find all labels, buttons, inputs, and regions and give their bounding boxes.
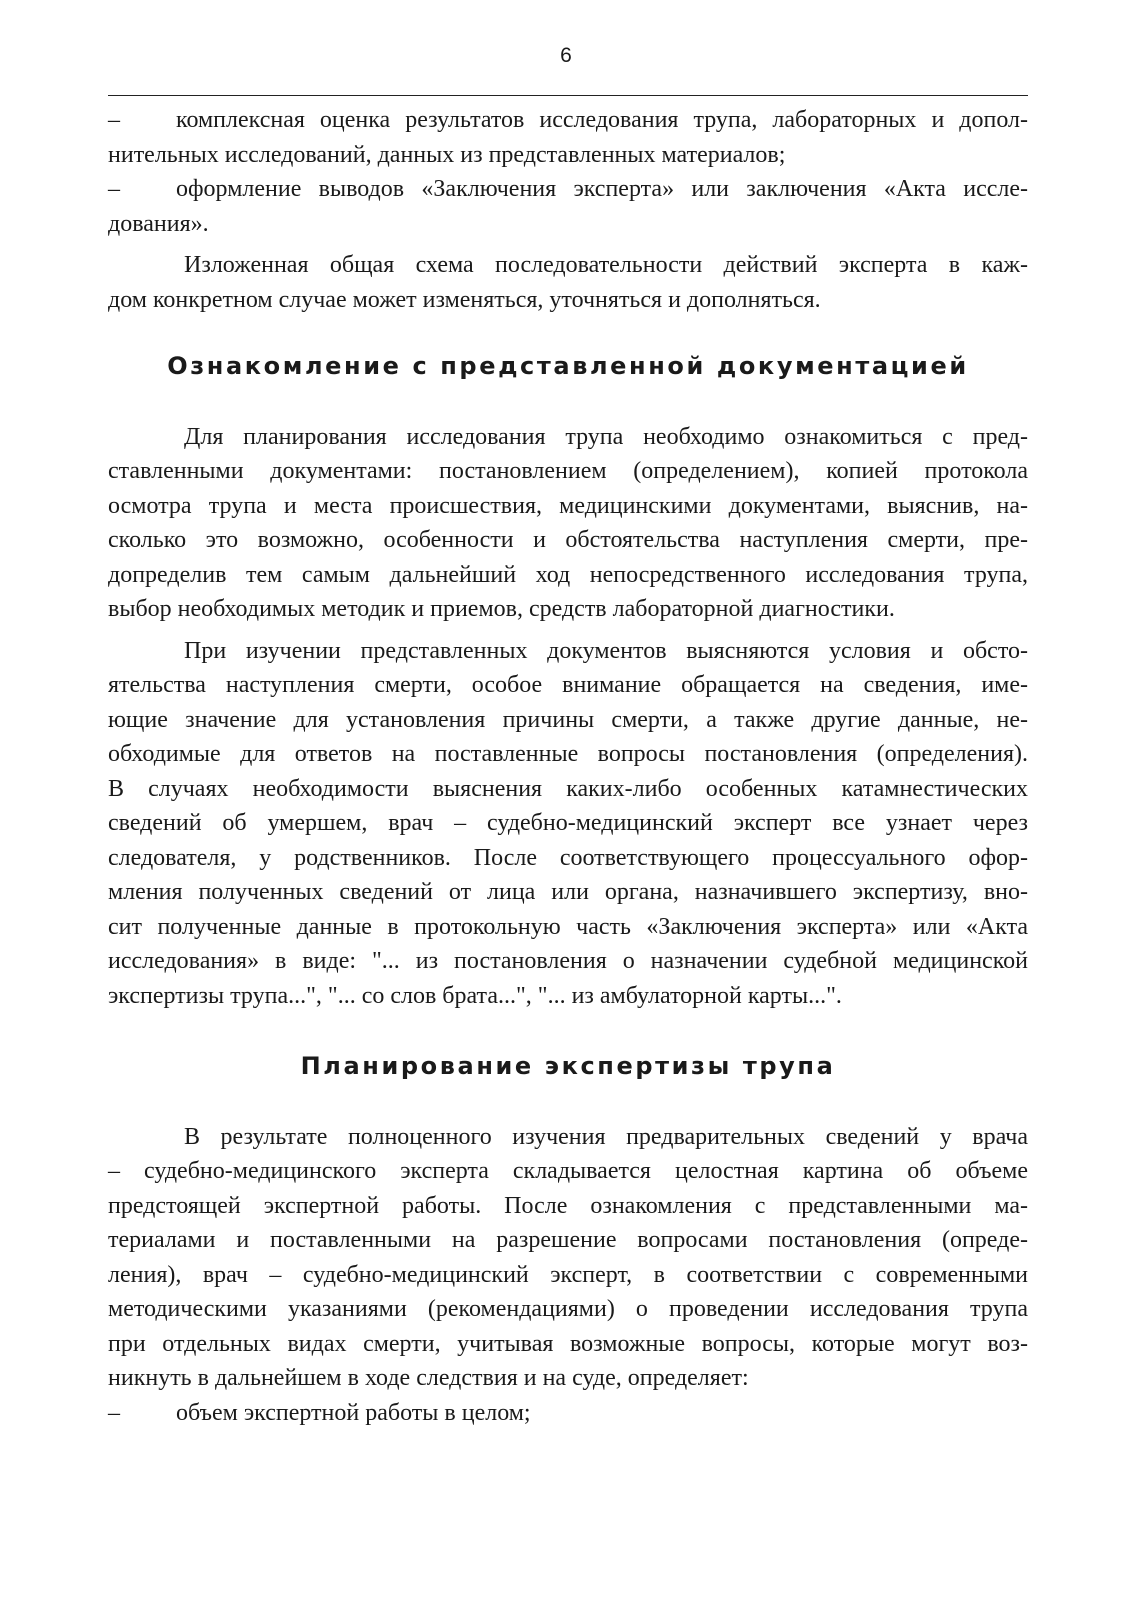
list-item-text: оформление выводов «Заключения эксперта» или заключения «Акта иссле- [176,176,1028,202]
paragraph-line: выбор необходимых методик и приемов, средств лабораторной диагностики. [108,596,895,622]
section-heading: Планирование экспертизы трупа [300,1052,836,1080]
list-item-text: нительных исследований, данных из представленных материалов; [108,141,786,168]
page-body [108,103,1028,1430]
intro-paragraph [108,248,1028,317]
paragraph-line: – судебно-медицинского эксперта складывается целостная картина об объеме [108,1158,1028,1184]
header-rule [108,95,1028,96]
section2-paragraph1 [108,1120,1028,1396]
paragraph-line: дом конкретном случае может изменяться, уточняться и дополняться. [108,286,821,313]
list-item [108,1396,1028,1431]
paragraph-line: никнуть в дальнейшем в ходе следствия и на суде, определяет: [108,1365,749,1391]
paragraph-line: мления полученных сведений от лица или органа, назначившего экспертизу, вно- [108,879,1028,905]
section-heading: Ознакомление с представленной документацией [167,352,969,380]
paragraph-line: При изучении представленных документов выясняются условия и обсто- [184,637,1028,664]
list-item-text: дования». [108,210,209,237]
list-dash: – [108,107,120,133]
list-item [108,172,1028,207]
list-dash: – [108,176,120,202]
paragraph-line: ставленными документами: постановлением (определением), копией протокола [108,458,1028,484]
paragraph-line: ющие значение для установления причины смерти, а также другие данные, не- [108,706,1028,733]
paragraph-line: осмотра трупа и места происшествия, медицинскими документами, выяснив, на- [108,492,1028,519]
paragraph-line: при отдельных видах смерти, учитывая возможные вопросы, которые могут воз- [108,1330,1028,1357]
paragraph-line: В случаях необходимости выяснения каких-либо особенных катамнестических [108,775,1028,802]
section1-paragraph1 [108,420,1028,627]
section1-paragraph2 [108,634,1028,1014]
paragraph-line: сколько это возможно, особенности и обстоятельства наступления смерти, пре- [108,527,1028,553]
paragraph-line: сит полученные данные в протокольную часть «Заключения эксперта» или «Акта [108,913,1028,940]
paragraph-line: В результате полноценного изучения предварительных сведений у врача [184,1123,1028,1150]
paragraph-line: ятельства наступления смерти, особое внимание обращается на сведения, име- [108,672,1028,698]
paragraph-line: методическими указаниями (рекомендациями) о проведении исследования трупа [108,1296,1028,1322]
paragraph-line: экспертизы трупа...", "... со слов брата...", "... из амбулаторной карты...". [108,982,842,1009]
paragraph-line: исследования» в виде: "... из постановления о назначении судебной медицинской [108,948,1028,974]
paragraph-line: обходимые для ответов на поставленные вопросы постановления (определения). [108,741,1028,767]
paragraph-line: следователя, у родственников. После соответствующего процессуального офор- [108,844,1028,871]
paragraph-line: сведений об умершем, врач – судебно-медицинский эксперт все узнает через [108,810,1028,836]
paragraph-line: Изложенная общая схема последовательности действий эксперта в каж- [184,252,1028,278]
list-item [108,103,1028,138]
paragraph-line: Для планирования исследования трупа необходимо ознакомиться с пред- [184,423,1028,450]
top-list [108,103,1028,241]
paragraph-line: предстоящей экспертной работы. После ознакомления с представленными ма- [108,1192,1028,1219]
paragraph-line: ления), врач – судебно-медицинский эксперт, в соответствии с современными [108,1261,1028,1288]
list-dash: – [108,1399,120,1426]
list-item-text: комплексная оценка результатов исследования трупа, лабораторных и допол- [176,107,1028,133]
section2-list [108,1396,1028,1431]
page-number: 6 [560,44,572,67]
list-item-text: объем экспертной работы в целом; [176,1399,531,1426]
paragraph-line: териалами и поставленными на разрешение вопросами постановления (опреде- [108,1227,1028,1253]
paragraph-line: допределив тем самым дальнейший ход непосредственного исследования трупа, [108,561,1028,588]
